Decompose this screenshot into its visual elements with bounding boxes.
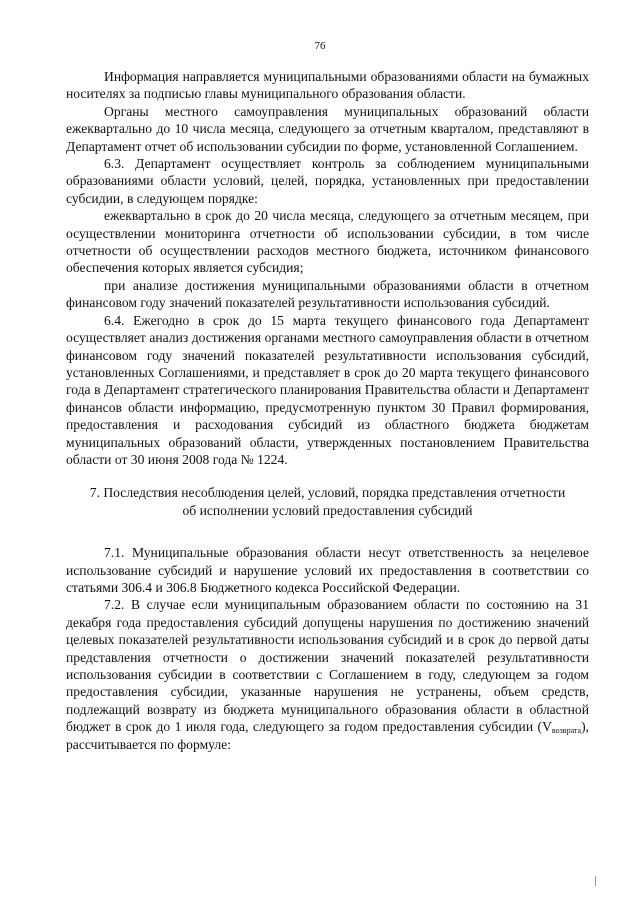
paragraph-7-2	[66, 596, 589, 753]
page-number: 76	[314, 40, 326, 52]
paragraph-annual-analysis: при анализе достижения муниципальными образованиями области в отчетном финансовом году значений показателей результативности использования субсидий.	[66, 277, 589, 311]
document-body	[66, 68, 589, 753]
paragraph-quarterly-monitoring: ежеквартально в срок до 20 числа месяца, следующего за отчетным месяцем, при осуществлении мониторинга отчетности об использовании субсидии, в том числе отчетности об осуществлении расходов местного бюджета, источником финансового обеспечения которых является субсидия;	[66, 208, 589, 276]
paragraph-7-2-tail: ), рассчитывается по формуле:	[66, 719, 589, 752]
section-heading-line2: об исполнении условий предоставления субсидий	[182, 502, 473, 518]
paragraph-quarterly-report: Органы местного самоуправления муниципальных образований области ежеквартально до 10 числа месяца, следующего за отчетным кварталом, представляют в Департамент отчет об использовании субсидии по форме, установленной Соглашением.	[66, 103, 589, 154]
scan-edge-mark	[595, 876, 596, 886]
spacer	[66, 519, 589, 544]
paragraph-7-1: 7.1. Муниципальные образования области несут ответственность за нецелевое использование субсидий и нарушение условий их предоставления в соответствии со статьями 306.4 и 306.8 Бюджетного кодекса Российской Федерации.	[66, 545, 589, 595]
paragraph-6-3: 6.3. Департамент осуществляет контроль за соблюдением муниципальными образованиями области условий, целей, порядка, установленных при предоставлении субсидии, в следующем порядке:	[66, 156, 589, 206]
paragraph-7-2-text: 7.2. В случае если муниципальным образованием области по состоянию на 31 декабря года предоставления субсидий допущены нарушения по достижению значений целевых показателей результативности использования субсидий и в срок до первой даты представления отчетности о достижении значений показателей результативности использования субсидии в соответствии с Соглашением в году, следующем за годом предоставления субсидии, указанные нарушения не устранены, объем средств, подлежащий возврату из бюджета муниципального образования области в областной бюджет в срок до 1 июля года, следующего за годом предоставления субсидии (V	[66, 597, 589, 735]
section-heading-line1: 7. Последствия несоблюдения целей, условий, порядка представления отчетности	[89, 485, 566, 501]
section-heading	[66, 484, 589, 519]
paragraph-6-4: 6.4. Ежегодно в срок до 15 марта текущего финансового года Департамент осуществляет анализ достижения органами местного самоуправления области в отчетном финансовом году значений показателей результативности использования субсидий, установленных Соглашениями, и представляет в срок до 20 марта текущего финансового года в Департамент стратегического планирования Правительства области и Департамент финансов области информацию, предусмотренную пунктом 30 Правил формирования, предоставления и расходования субсидий из областного бюджета бюджетам муниципальных образований области, утвержденных постановлением Правительства области от 30 июня 2008 года № 1224.	[66, 312, 589, 467]
subscript-return: возврата	[551, 726, 582, 736]
paragraph-info-delivery: Информация направляется муниципальными образованиями области на бумажных носителях за подписью главы муниципального образования области.	[66, 69, 589, 102]
spacer	[66, 468, 589, 484]
